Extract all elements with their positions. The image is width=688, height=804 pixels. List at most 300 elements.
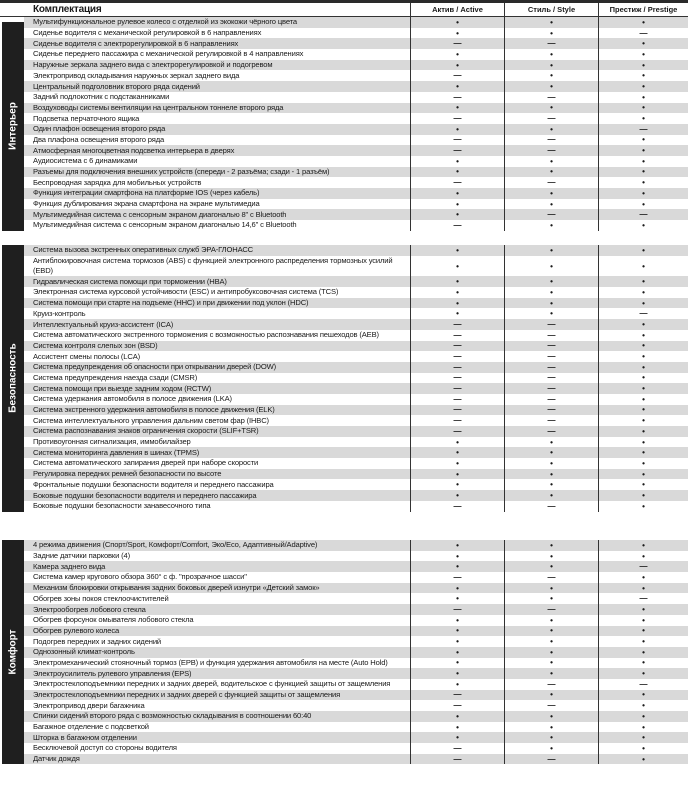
mark-prestige: • xyxy=(598,167,688,178)
mark-prestige: • xyxy=(598,732,688,743)
mark-active: — xyxy=(410,405,504,416)
mark-style: • xyxy=(504,167,598,178)
header-title: Комплектация xyxy=(33,4,102,15)
mark-style: • xyxy=(504,49,598,60)
mark-style: • xyxy=(504,103,598,114)
table-row xyxy=(24,92,688,103)
table-row xyxy=(24,501,688,512)
mark-active: — xyxy=(410,330,504,341)
table-row xyxy=(24,490,688,501)
mark-style: — xyxy=(504,330,598,341)
feature-label: Обогрев форсунок омывателя лобового стекла xyxy=(33,615,194,625)
feature-label: Спинки сидений второго ряда с возможностью складывания в соотношении 60:40 xyxy=(33,711,312,721)
mark-active: — xyxy=(410,754,504,765)
rows xyxy=(24,17,688,231)
table-row xyxy=(24,156,688,167)
mark-prestige: — xyxy=(598,124,688,135)
table-row xyxy=(24,636,688,647)
mark-active: • xyxy=(410,479,504,490)
feature-label: Антиблокировочная система тормозов (ABS) с функцией электронного распределения тормозных усилий (EBD) xyxy=(33,256,393,276)
header-active: Актив / Active xyxy=(410,3,504,16)
table-row xyxy=(24,722,688,733)
rows xyxy=(24,540,688,764)
feature-label: 4 режима движения (Спорт/Sport, Комфорт/Comfort, Эко/Eco, Адаптивный/Adaptive) xyxy=(33,540,318,550)
feature-label: Центральный подголовник второго ряда сидений xyxy=(33,81,200,91)
feature-label: Система предупреждения наезда сзади (CMSR) xyxy=(33,372,198,382)
mark-style: • xyxy=(504,479,598,490)
mark-prestige: • xyxy=(598,711,688,722)
feature-label: Датчик дождя xyxy=(33,754,80,764)
feature-label: Мультифункциональное рулевое колесо с отделкой из экокожи чёрного цвета xyxy=(33,17,297,27)
mark-style: — xyxy=(504,209,598,220)
mark-prestige: • xyxy=(598,479,688,490)
mark-prestige: • xyxy=(598,540,688,551)
table-row xyxy=(24,17,688,28)
mark-prestige: • xyxy=(598,220,688,231)
feature-label: Система вызова экстренных оперативных служб ЭРА-ГЛОНАСС xyxy=(33,245,254,255)
mark-style: • xyxy=(504,658,598,669)
mark-active: • xyxy=(410,647,504,658)
mark-prestige: • xyxy=(598,245,688,256)
table-row xyxy=(24,308,688,319)
mark-style: • xyxy=(504,690,598,701)
mark-prestige: • xyxy=(598,469,688,480)
mark-style: • xyxy=(504,447,598,458)
mark-style: — xyxy=(504,113,598,124)
mark-prestige: • xyxy=(598,647,688,658)
mark-active: • xyxy=(410,245,504,256)
mark-style: • xyxy=(504,551,598,562)
mark-style: — xyxy=(504,177,598,188)
feature-label: Один плафон освещения второго ряда xyxy=(33,124,166,134)
table-row xyxy=(24,287,688,298)
mark-style: • xyxy=(504,60,598,71)
table-row xyxy=(24,658,688,669)
mark-active: • xyxy=(410,167,504,178)
mark-prestige: • xyxy=(598,426,688,437)
feature-label: Мультимедийная система с сенсорным экраном диагональю 8" с Bluetooth xyxy=(33,209,287,219)
mark-active: — xyxy=(410,700,504,711)
table-row xyxy=(24,593,688,604)
table-row xyxy=(24,743,688,754)
mark-active: • xyxy=(410,124,504,135)
mark-style: • xyxy=(504,308,598,319)
mark-active: — xyxy=(410,604,504,615)
mark-active: • xyxy=(410,49,504,60)
mark-prestige: • xyxy=(598,604,688,615)
feature-label: Задние датчики парковки (4) xyxy=(33,551,130,561)
mark-prestige: • xyxy=(598,319,688,330)
mark-style: — xyxy=(504,38,598,49)
table-row xyxy=(24,647,688,658)
feature-label: Электропривод складывания наружных зеркал заднего вида xyxy=(33,70,240,80)
table-row xyxy=(24,209,688,220)
mark-prestige: • xyxy=(598,437,688,448)
feature-label: Боковые подушки безопасности водителя и переднего пассажира xyxy=(33,490,257,500)
mark-active: • xyxy=(410,308,504,319)
mark-style: — xyxy=(504,362,598,373)
feature-label: Разъемы для подключения внешних устройств (спереди - 2 разъёма; сзади - 1 разъём) xyxy=(33,167,330,177)
mark-style: • xyxy=(504,490,598,501)
mark-prestige: • xyxy=(598,298,688,309)
mark-active: • xyxy=(410,583,504,594)
mark-style: • xyxy=(504,615,598,626)
mark-active: • xyxy=(410,199,504,210)
mark-prestige: • xyxy=(598,583,688,594)
mark-active: • xyxy=(410,711,504,722)
mark-active: • xyxy=(410,81,504,92)
mark-prestige: • xyxy=(598,103,688,114)
feature-label: Система мониторинга давления в шинах (TPMS) xyxy=(33,447,200,457)
feature-label: Регулировка передних ремней безопасности по высоте xyxy=(33,469,222,479)
table-row xyxy=(24,540,688,551)
mark-prestige: — xyxy=(598,28,688,39)
mark-active: • xyxy=(410,593,504,604)
mark-prestige: • xyxy=(598,551,688,562)
feature-label: Электропривод двери багажника xyxy=(33,700,145,710)
feature-label: Круиз-контроль xyxy=(33,308,86,318)
table-row xyxy=(24,394,688,405)
feature-label: Функция дублирования экрана смартфона на экране мультимедиа xyxy=(33,199,260,209)
mark-style: — xyxy=(504,92,598,103)
mark-style: • xyxy=(504,70,598,81)
section-interior xyxy=(0,17,688,231)
mark-active: • xyxy=(410,188,504,199)
feature-label: Система интеллектуального управления дальним светом фар (IHBC) xyxy=(33,415,269,425)
mark-prestige: • xyxy=(598,92,688,103)
feature-label: Система экстренного удержания автомобиля в полосе движения (ELK) xyxy=(33,405,275,415)
mark-prestige: • xyxy=(598,256,688,277)
feature-label: Функция интеграции смартфона на платформе IOS (через кабель) xyxy=(33,188,260,198)
section-comfort xyxy=(0,540,688,764)
mark-active: • xyxy=(410,156,504,167)
mark-active: • xyxy=(410,615,504,626)
mark-prestige: • xyxy=(598,501,688,512)
mark-active: • xyxy=(410,490,504,501)
mark-active: • xyxy=(410,458,504,469)
mark-active: • xyxy=(410,17,504,28)
table-row xyxy=(24,626,688,637)
mark-prestige: • xyxy=(598,145,688,156)
table-row xyxy=(24,70,688,81)
feature-label: Система помощи при старте на подъеме (HHC) и при движении под уклон (HDC) xyxy=(33,298,309,308)
table-row xyxy=(24,405,688,416)
table-row xyxy=(24,561,688,572)
mark-prestige: • xyxy=(598,276,688,287)
mark-prestige: • xyxy=(598,135,688,146)
table-row xyxy=(24,28,688,39)
mark-prestige: — xyxy=(598,679,688,690)
feature-label: Система распознавания знаков ограничения скорости (SLIF+TSR) xyxy=(33,426,259,436)
mark-prestige: — xyxy=(598,561,688,572)
table-row xyxy=(24,188,688,199)
section-sidebar xyxy=(2,245,24,512)
mark-style: • xyxy=(504,28,598,39)
section-safety xyxy=(0,245,688,512)
mark-active: — xyxy=(410,572,504,583)
feature-label: Подсветка перчаточного ящика xyxy=(33,113,140,123)
mark-style: • xyxy=(504,437,598,448)
table-row xyxy=(24,220,688,231)
mark-active: • xyxy=(410,551,504,562)
feature-label: Система удержания автомобиля в полосе движения (LKA) xyxy=(33,394,232,404)
feature-label: Подогрев передних и задних сидений xyxy=(33,636,162,646)
feature-label: Наружные зеркала заднего вида с электрорегулировкой и подогревом xyxy=(33,60,273,70)
mark-style: — xyxy=(504,319,598,330)
feature-label: Система помощи при выезде задним ходом (RCTW) xyxy=(33,383,212,393)
mark-prestige: • xyxy=(598,458,688,469)
mark-active: • xyxy=(410,561,504,572)
mark-active: — xyxy=(410,220,504,231)
mark-active: — xyxy=(410,319,504,330)
mark-style: — xyxy=(504,572,598,583)
mark-style: • xyxy=(504,469,598,480)
feature-label: Электростеклоподъемники передних и задних дверей, водительское с функцией защиты от защемления xyxy=(33,679,391,689)
table-row xyxy=(24,351,688,362)
table-row xyxy=(24,49,688,60)
table-header xyxy=(0,3,688,17)
mark-style: • xyxy=(504,593,598,604)
table-row xyxy=(24,383,688,394)
section-label: Комфорт xyxy=(7,629,19,675)
mark-prestige: • xyxy=(598,722,688,733)
table-row xyxy=(24,572,688,583)
table-row xyxy=(24,447,688,458)
mark-active: — xyxy=(410,145,504,156)
mark-prestige: • xyxy=(598,447,688,458)
feature-label: Багажное отделение с подсветкой xyxy=(33,722,149,732)
feature-label: Система камер кругового обзора 360° с ф. "прозрачное шасси" xyxy=(33,572,247,582)
mark-active: • xyxy=(410,668,504,679)
mark-active: — xyxy=(410,362,504,373)
mark-style: — xyxy=(504,373,598,384)
table-row xyxy=(24,199,688,210)
table-row xyxy=(24,81,688,92)
mark-prestige: • xyxy=(598,383,688,394)
mark-prestige: • xyxy=(598,743,688,754)
table-row xyxy=(24,330,688,341)
table-row xyxy=(24,245,688,256)
section-sidebar xyxy=(2,540,24,764)
table-row xyxy=(24,177,688,188)
mark-prestige: • xyxy=(598,156,688,167)
mark-active: — xyxy=(410,70,504,81)
feature-label: Фронтальные подушки безопасности водителя и переднего пассажира xyxy=(33,479,274,489)
mark-prestige: — xyxy=(598,308,688,319)
mark-active: — xyxy=(410,135,504,146)
mark-active: — xyxy=(410,690,504,701)
mark-style: — xyxy=(504,501,598,512)
mark-active: • xyxy=(410,298,504,309)
mark-style: • xyxy=(504,199,598,210)
feature-label: Система контроля слепых зон (BSD) xyxy=(33,340,158,350)
mark-style: — xyxy=(504,415,598,426)
feature-label: Сиденье водителя с электрорегулировкой в 6 направлениях xyxy=(33,38,239,48)
mark-style: — xyxy=(504,754,598,765)
mark-prestige: • xyxy=(598,38,688,49)
mark-prestige: • xyxy=(598,60,688,71)
mark-prestige: • xyxy=(598,700,688,711)
mark-prestige: • xyxy=(598,668,688,679)
mark-active: — xyxy=(410,373,504,384)
feature-label: Противоугонная сигнализация, иммобилайзер xyxy=(33,437,191,447)
mark-style: • xyxy=(504,636,598,647)
feature-label: Мультимедийная система с сенсорным экраном диагональю 14,6" с Bluetooth xyxy=(33,220,297,230)
feature-label: Атмосферная многоцветная подсветка интерьера в дверях xyxy=(33,145,235,155)
mark-active: • xyxy=(410,658,504,669)
mark-style: • xyxy=(504,156,598,167)
mark-active: • xyxy=(410,469,504,480)
feature-label: Система автоматического запирания дверей при наборе скорости xyxy=(33,458,259,468)
table-row xyxy=(24,437,688,448)
feature-label: Электромеханический стояночный тормоз (EPB) и функция удержания автомобиля на месте (Auto Hold) xyxy=(33,657,388,667)
mark-prestige: • xyxy=(598,330,688,341)
table-row xyxy=(24,458,688,469)
mark-active: — xyxy=(410,177,504,188)
mark-prestige: • xyxy=(598,415,688,426)
feature-label: Ассистент смены полосы (LCA) xyxy=(33,351,140,361)
mark-style: • xyxy=(504,561,598,572)
mark-prestige: • xyxy=(598,17,688,28)
mark-prestige: • xyxy=(598,626,688,637)
table-row xyxy=(24,604,688,615)
feature-label: Электроусилитель рулевого управления (EPS) xyxy=(33,668,192,678)
mark-active: • xyxy=(410,256,504,277)
mark-active: • xyxy=(410,103,504,114)
mark-active: • xyxy=(410,60,504,71)
mark-active: • xyxy=(410,447,504,458)
feature-label: Система автоматического экстренного торможения с возможностью распознавания пешеходов (AEB) xyxy=(33,330,379,340)
table-row xyxy=(24,469,688,480)
mark-style: • xyxy=(504,188,598,199)
section-label: Безопасность xyxy=(7,343,19,413)
mark-active: • xyxy=(410,722,504,733)
table-row xyxy=(24,583,688,594)
mark-prestige: • xyxy=(598,287,688,298)
table-row xyxy=(24,362,688,373)
mark-active: — xyxy=(410,743,504,754)
feature-label: Камера заднего вида xyxy=(33,561,106,571)
mark-style: • xyxy=(504,668,598,679)
mark-prestige: • xyxy=(598,615,688,626)
mark-active: — xyxy=(410,426,504,437)
mark-active: — xyxy=(410,351,504,362)
table-row xyxy=(24,373,688,384)
table-row xyxy=(24,426,688,437)
mark-style: • xyxy=(504,17,598,28)
mark-prestige: • xyxy=(598,572,688,583)
mark-style: — xyxy=(504,145,598,156)
header-style: Стиль / Style xyxy=(504,3,598,16)
table-row xyxy=(24,167,688,178)
table-row xyxy=(24,551,688,562)
mark-style: • xyxy=(504,626,598,637)
feature-label: Аудиосистема с 6 динамиками xyxy=(33,156,138,166)
section-label: Интерьер xyxy=(7,102,19,151)
table-row xyxy=(24,319,688,330)
table-row xyxy=(24,145,688,156)
mark-style: • xyxy=(504,711,598,722)
mark-style: — xyxy=(504,604,598,615)
table-row xyxy=(24,700,688,711)
table-row xyxy=(24,690,688,701)
feature-label: Бесключевой доступ со стороны водителя xyxy=(33,743,177,753)
table-row xyxy=(24,276,688,287)
feature-label: Шторка в багажном отделении xyxy=(33,732,137,742)
mark-style: • xyxy=(504,743,598,754)
mark-style: — xyxy=(504,700,598,711)
mark-prestige: • xyxy=(598,636,688,647)
rows xyxy=(24,245,688,512)
feature-label: Два плафона освещения второго ряда xyxy=(33,134,165,144)
mark-style: — xyxy=(504,351,598,362)
table-row xyxy=(24,113,688,124)
mark-style: — xyxy=(504,405,598,416)
mark-style: • xyxy=(504,298,598,309)
table-row xyxy=(24,341,688,352)
mark-prestige: — xyxy=(598,593,688,604)
mark-active: — xyxy=(410,113,504,124)
table-row xyxy=(24,711,688,722)
mark-active: • xyxy=(410,276,504,287)
mark-active: • xyxy=(410,679,504,690)
feature-label: Однозонный климат-контроль xyxy=(33,647,135,657)
mark-active: — xyxy=(410,341,504,352)
table-row xyxy=(24,256,688,277)
mark-prestige: • xyxy=(598,113,688,124)
mark-style: • xyxy=(504,647,598,658)
mark-active: — xyxy=(410,415,504,426)
mark-prestige: • xyxy=(598,754,688,765)
mark-prestige: • xyxy=(598,70,688,81)
mark-style: • xyxy=(504,583,598,594)
mark-style: • xyxy=(504,722,598,733)
mark-style: • xyxy=(504,540,598,551)
feature-label: Электронная система курсовой устойчивости (ESC) и антипробуксовочная система (TCS) xyxy=(33,287,339,297)
feature-label: Сиденье водителя с механической регулировкой в 6 направлениях xyxy=(33,28,262,38)
mark-prestige: • xyxy=(598,373,688,384)
mark-active: • xyxy=(410,636,504,647)
mark-style: — xyxy=(504,679,598,690)
feature-label: Воздуховоды системы вентиляции на центральном тоннеле второго ряда xyxy=(33,102,284,112)
mark-active: • xyxy=(410,626,504,637)
mark-active: • xyxy=(410,287,504,298)
mark-style: • xyxy=(504,256,598,277)
table-row xyxy=(24,124,688,135)
mark-prestige: • xyxy=(598,490,688,501)
mark-style: • xyxy=(504,245,598,256)
mark-prestige: — xyxy=(598,209,688,220)
feature-label: Система предупреждения об опасности при открывании дверей (DOW) xyxy=(33,362,277,372)
table-row xyxy=(24,732,688,743)
table-row xyxy=(24,668,688,679)
mark-active: — xyxy=(410,501,504,512)
table-row xyxy=(24,135,688,146)
mark-prestige: • xyxy=(598,188,688,199)
mark-active: • xyxy=(410,209,504,220)
mark-active: • xyxy=(410,540,504,551)
mark-active: — xyxy=(410,394,504,405)
table-row xyxy=(24,103,688,114)
mark-active: — xyxy=(410,92,504,103)
table-row xyxy=(24,479,688,490)
header-prestige: Престиж / Prestige xyxy=(598,3,688,16)
feature-label: Интеллектуальный круиз-ассистент (ICA) xyxy=(33,319,174,329)
section-sidebar xyxy=(2,22,24,231)
mark-prestige: • xyxy=(598,405,688,416)
feature-label: Обогрев рулевого колеса xyxy=(33,625,120,635)
mark-style: • xyxy=(504,220,598,231)
